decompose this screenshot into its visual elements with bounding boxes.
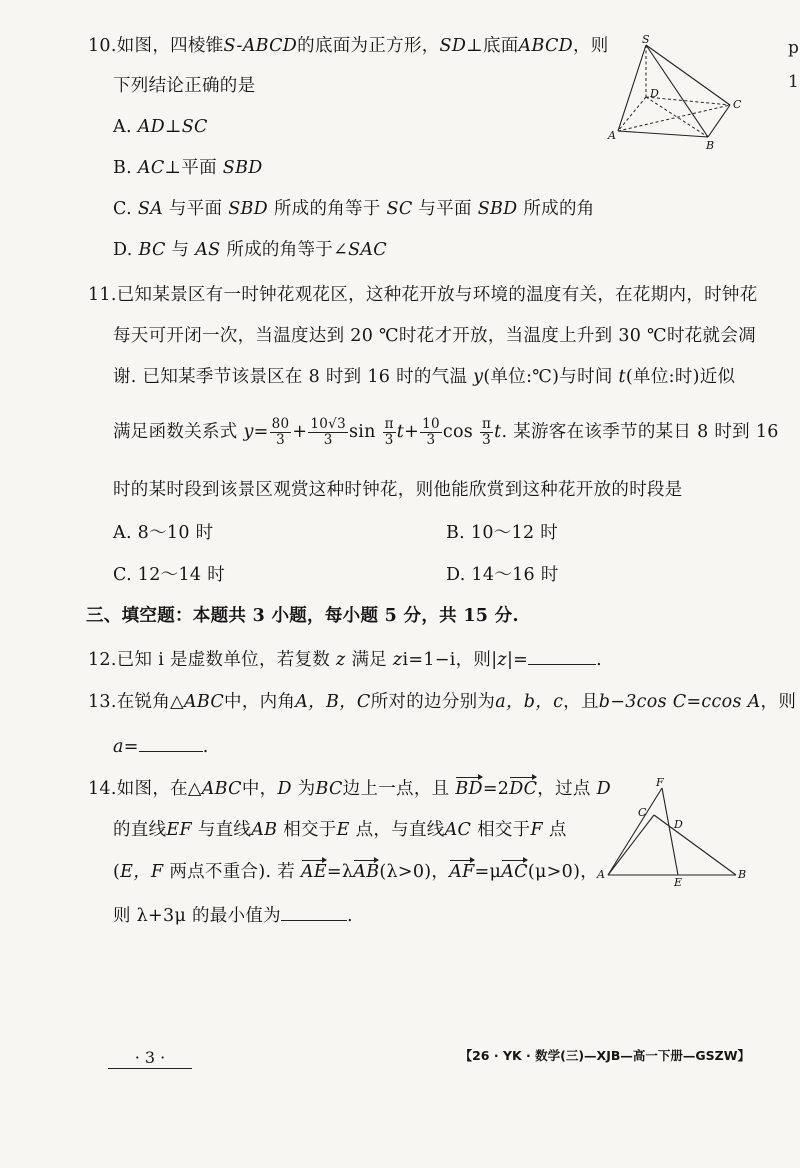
label-a: A — [608, 129, 616, 142]
q10-stem: 10.如图，四棱锥S-ABCD的底面为正方形，SD⊥底面ABCD，则 — [88, 36, 609, 56]
q11-number: 11. — [88, 285, 117, 305]
frac-10-3: $\frac{10}{3}$ — [422, 416, 440, 448]
q11-option-d: D. 14～16 时 — [446, 565, 559, 585]
q14-answer-blank[interactable] — [281, 902, 347, 921]
label-s: S — [642, 35, 650, 46]
side-bc — [654, 815, 736, 875]
edge-mark-top: p — [788, 38, 799, 58]
q11-line2: 每天可开闭一次，当温度达到 20 ℃时花才开放，当温度上升到 30 ℃时花就会凋 — [113, 326, 756, 346]
q11-line3: 谢. 已知某季节该景区在 8 时到 16 时的气温 y(单位:℃)与时间 t(单位:时)近似 — [113, 367, 736, 387]
q14-number: 14. — [88, 779, 117, 799]
label-b: B — [706, 139, 715, 152]
edge-mark-bottom: 1 — [788, 72, 799, 92]
vector-ac: AC — [501, 862, 528, 882]
q13-stem: 13.在锐角△ABC中，内角A，B，C所对的边分别为a，b，c，且b−3cos C=ccos A，则 — [88, 692, 797, 712]
edge-sa — [618, 45, 646, 131]
diag-ac — [618, 105, 730, 131]
label-d: D — [674, 818, 683, 831]
q14-line4: 则 λ+3μ 的最小值为 . — [113, 902, 353, 928]
q10-option-a: A. AD⊥SC — [113, 117, 208, 137]
frac-80-3: $\frac{80}{3}$ — [271, 416, 290, 448]
q10-option-d: D. BC 与 AS 所成的角等于∠SAC — [113, 240, 387, 260]
line-af — [608, 788, 662, 875]
triangle-figure — [592, 772, 772, 887]
q10-option-b: B. AC⊥平面 SBD — [113, 158, 263, 178]
vector-bd: BD — [455, 779, 483, 799]
q13-line2: a= . — [113, 733, 209, 759]
q14-line3: (E，F 两点不重合). 若 AE=λAB(λ>0)，AF=μAC(μ>0)， — [113, 862, 599, 882]
q13-number: 13. — [88, 692, 117, 712]
edge-ab — [618, 131, 708, 137]
exam-code: 【26 · YK · 数学(三)—XJB—高一下册—GSZW】 — [459, 1048, 750, 1063]
line-fe — [662, 788, 678, 875]
label-f: F — [656, 776, 664, 789]
q11-option-b: B. 10～12 时 — [446, 523, 559, 543]
side-ac — [608, 815, 654, 875]
q12-stem: 12.已知 i 是虚数单位，若复数 z 满足 zi=1−i，则|z|= . — [88, 646, 602, 672]
frac-pi-3-a: $\frac{\pi}{3}$ — [384, 416, 394, 448]
q14-line2: 的直线EF 与直线AB 相交于E 点，与直线AC 相交于F 点 — [113, 820, 567, 840]
label-b: B — [738, 868, 747, 881]
label-e: E — [674, 876, 683, 887]
q13-answer-blank[interactable] — [139, 733, 203, 752]
label-d: D — [650, 87, 659, 100]
pyramid-figure — [600, 35, 760, 155]
section-3-heading: 三、填空题：本题共 3 小题，每小题 5 分，共 15 分. — [86, 606, 519, 626]
q10-option-c: C. SA 与平面 SBD 所成的角等于 SC 与平面 SBD 所成的角 — [113, 199, 595, 219]
q11-option-c: C. 12～14 时 — [113, 565, 225, 585]
q11-option-a: A. 8～10 时 — [113, 523, 214, 543]
frac-pi-3-b: $\frac{\pi}{3}$ — [481, 416, 492, 448]
vector-ab: AB — [353, 862, 380, 882]
vector-af: AF — [449, 862, 475, 882]
q11-line1: 11.已知某景区有一时钟花观花区，这种花开放与环境的温度有关，在花期内，时钟花 — [88, 285, 758, 305]
label-a: A — [597, 868, 605, 881]
q14-line1: 14.如图，在△ABC中，D 为BC边上一点，且 BD=2DC，过点 D — [88, 779, 611, 799]
q10-stem-line2: 下列结论正确的是 — [113, 76, 256, 96]
label-c: C — [638, 806, 647, 819]
frac-10root3-3: $\frac{10√3}{3}$ — [310, 416, 346, 448]
page-number: · 3 · — [108, 1048, 192, 1069]
label-c: C — [733, 98, 742, 111]
q10-number: 10. — [88, 36, 117, 56]
q12-answer-blank[interactable] — [528, 646, 596, 665]
vector-dc: DC — [509, 779, 538, 799]
q11-formula-line: 满足函数关系式 y= $\frac{80}{3}$ + $\frac{10√3}{3}$ sin $\frac{\pi}{3}$ t+ $\frac{10}{3}$ cos $\frac{\pi}{3}$ t. 某游客在该季节的某日 8 时到 16 — [113, 416, 779, 448]
q12-number: 12. — [88, 650, 117, 670]
vector-ae: AE — [300, 862, 327, 882]
q11-line5: 时的某时段到该景区观赏这种时钟花，则他能欣赏到这种花开放的时段是 — [113, 480, 683, 500]
